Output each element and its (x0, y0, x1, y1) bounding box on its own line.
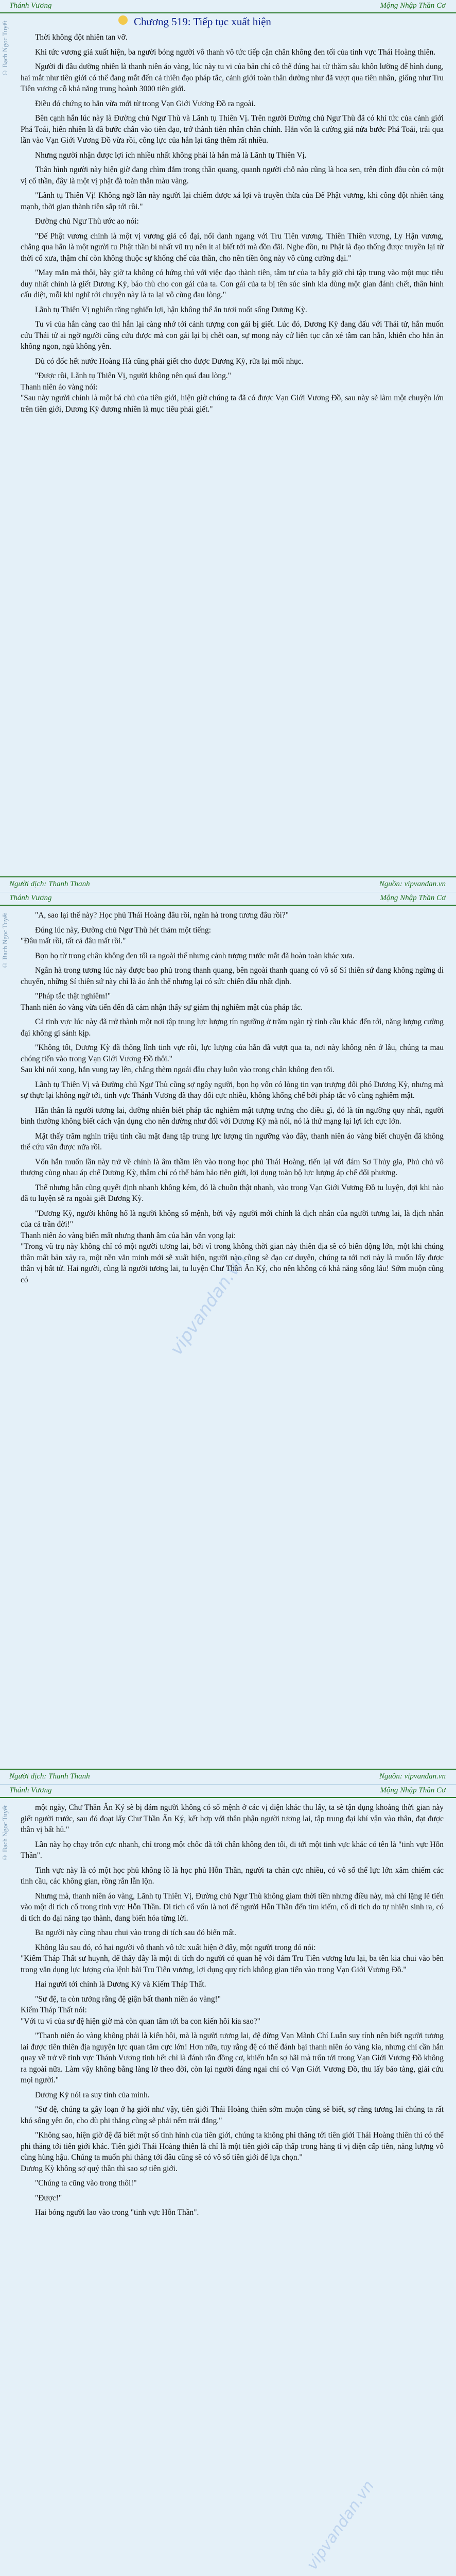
paragraph: Tinh vực này là có một học phủ không lồ là học phủ Hỗn Thần, người ta chăn cực nhiều, có vô số thể lực lớn xâm chiếm các tinh cầu, các không gian, rồng rắn lẫn lộn. (21, 1866, 444, 1886)
paragraph: Khi tức vương giả xuất hiện, ba người bóng người vô thanh vô tức tiếp cận chân không đen tối của tinh vực Thái Hoàng thiên. (35, 47, 436, 57)
paragraph: một ngày, Chư Thần Ấn Ký sẽ bị đám người không có số mệnh ở các vị diện khác thu lấy, ta sẽ tận dụng khoảng thời gian này giết người trước, sau đó đoạt lấy Chư Thần Ấn Ký, kết hợp với thân phận người tương lai, tập trung đại khí vận vào thân, đạt được thần vị bất hủ." (21, 1803, 444, 1834)
footer-translator: Người dịch: Thanh Thanh (9, 1772, 90, 1781)
paragraph: "Chúng ta cũng vào trong thôi!" (35, 2179, 137, 2188)
paragraph: Đúng lúc này, Đường chủ Ngư Thù hét thảm một tiếng: "Đâu mất rồi, tất cả đâu mất rồi." (21, 925, 211, 945)
footer-source: Nguồn: vipvandan.vn (379, 1772, 446, 1781)
paragraph: Mặt thấy trăm nghìn triệu tinh cầu mặt đang tập trung lực lượng tín ngưỡng vào đây, thanh niên áo vàng biết chuyện đã không thể cứu vãn được nữa rồi. (21, 1131, 444, 1151)
watermark: vipvandan.vn (303, 2477, 378, 2573)
side-copyright: © Bạch Ngọc Tuyết (1, 21, 9, 77)
paragraph: "Pháp tắc thật nghiêm!" Thanh niên áo vàng vừa tiến đến đã cảm nhận thấy sự giảm thị nghiêm mật của pháp tắc. (21, 992, 303, 1012)
page-2 (0, 892, 456, 1785)
page-body (21, 32, 444, 418)
header-author: Mộng Nhập Thần Cơ (380, 1786, 446, 1794)
side-copyright: © Bạch Ngọc Tuyết (1, 913, 9, 970)
paragraph: Điều đó chứng to hắn vừa mới từ trong Vạn Giới Vương Đồ ra ngoài. (35, 99, 256, 108)
paragraph: Bên cạnh hắn lúc này là Đường chủ Ngư Thù và Lãnh tụ Thiên Vị. Trên người Đường chủ Ngư Thù đã có khí tức của cảnh giới Phá Toái, hiển nhiên là đã bước chân vào tiên đạo, trở thành tiên nhân chân chính. Hắn vốn là cường giả nửa bước Phá Toái, trải qua lần vào Vạn Giới Vương Đồ vừa rồi, công lực của hắn lại tăng thêm rất nhiều. (21, 114, 444, 145)
footer-translator: Người dịch: Thanh Thanh (9, 880, 90, 888)
header-book-title: Thánh Vương (9, 2, 52, 10)
header-author: Mộng Nhập Thần Cơ (380, 2, 446, 10)
paragraph: "Được!" (35, 2193, 62, 2202)
paragraph: "Lãnh tụ Thiên Vị! Không ngờ lần này người lại chiếm được xá lợi và truyền thừa của Đế Phật vương, khi công đột nhiên tăng mạnh, thời gian thành tiên sắp tới rồi." (21, 191, 444, 211)
page-header (0, 892, 456, 906)
paragraph: Thời không đột nhiên tan vỡ. (35, 33, 128, 42)
paragraph: Dù có đốc hết nước Hoàng Hà cũng phải giết cho được Dương Kỳ, rửa lại mối nhục. (35, 357, 304, 366)
paragraph: Ba người này cùng nhau chui vào trong di tích sau đó biến mất. (35, 1928, 236, 1937)
paragraph: Đường chủ Ngư Thù ước ao nói: (35, 217, 139, 226)
paragraph: Ngân hà trong tương lúc này được bao phủ trong thanh quang, bên ngoài thanh quang có vô số Sí thiên sứ đang không ngừng di chuyển, những Sí thiên sứ này chỉ là ảo ảnh thế nhưng lại có sức chiến đấu nhất định. (21, 966, 444, 986)
paragraph: Không lâu sau đó, có hai người vô thanh vô tức xuất hiện ở đây, một người trong đó nói: "Kiếm Tháp Thất sư huynh, để thấy đây là một di tích do người có quan hệ với đám Tru Tiên vương lưu lại, ba tên kia chui vào bên trong văn dụng lực lượng của lệnh bài Tru Tiên vương, lợi dụng quy tích không gian tiến vào trong Vạn Giới Vương Đồ." (21, 1943, 444, 1974)
paragraph: Hai bóng người lao vào trong "tinh vực Hỗn Thần". (35, 2208, 199, 2217)
page-footer (0, 876, 456, 892)
paragraph: Vốn hắn muốn lần này trở về chính là âm thầm lên vào trong học phủ Thái Hoàng, tiến lại với đám Sơ Thủy gia, Phủ chủ vô thượng cùng nhau áp chế Dương Kỳ, thậm chí có thể bám bảo tiên giới, lợi dụng toàn bộ lực lượng áp chế đối phương. (21, 1157, 444, 1177)
watermark: vipvandan.vn (166, 1250, 251, 1359)
chapter-ornament-icon (118, 15, 128, 25)
paragraph: Thế nhưng hắn cũng quyết định nhanh không kém, đó là chuồn thật nhanh, vào trong Vạn Giới Vương Đồ tu luyện, đợi khi nào đã tu luyện sẽ ra ngoài giết Dương Kỳ. (21, 1183, 444, 1203)
paragraph: Bọn họ từ trong chân không đen tối ra ngoài thế nhưng cảnh tượng trước mắt đã hoàn toàn khác xưa. (35, 951, 355, 960)
paragraph: "Dương Kỳ, người không hổ là người không số mệnh, bởi vậy người mới chính là địch nhân của người tương lai, là địch nhân của cả trần đời!" Thanh niên áo vàng biến mất nhưng thanh âm của hắn vẫn vọng lại: "Trong vũ trụ này không chỉ có một người tương lai, bởi vì trong không thời gian này thiên địa sẽ có biến động lớn, một khi chúng thần mất bản xảy ra, một nền văn minh mới sẽ xuất hiện, người nào cũng sẽ đạo cơ duyên, chúng ta tới nơi này là muốn lấy được thần vị bất tử. Hai người, cũng là người tương lai, tu luyện Chư Thần Ấn Ký, cho nên không có khả năng sống lâu! Sớm muộn cũng có (21, 1209, 444, 1284)
paragraph: Người đi đầu dường nhiên là thanh niên áo vàng, lúc này tu vi của bản chí cô thể đúng hai từ thăm sâu khôn lường để hình dung, hai mắt như tiên giới có thể đang mắt đến cả thiên đạo pháp tắc, cảnh giới toàn thân dường như đã vượt qua tiên nhân, giống như Tru Tiên vương cỗ khả năng trung hoành 3000 tiên giới. (21, 62, 444, 93)
paragraph: "May mắn mà thôi, bây giờ ta không có hứng thú với việc đạo thành tiên, tâm tư của ta bây giờ chỉ tập trung vào một mục tiêu duy nhất chính là giết Dương Kỳ, báo thù cho con gái của ta. Con gái của ta bị tên súc sinh kia dùng một gian đánh chết, thân hình cấu diệt, mỗi khi nghĩ tới chuyện này là ta lại vô cùng đau lòng." (21, 268, 444, 299)
page-body (21, 1802, 444, 2222)
paragraph: "Không tốt, Dương Kỳ đã thống lĩnh tinh vực rồi, lực lượng của hắn đã vượt qua ta, nơi này không nên ở lâu, chúng ta mau chóng tiến vào trong Vạn Giới Vương Đồ thôi." Sau khi nói xong, hắn vung tay lên, chẳng thèm ngoái đầu chạy luôn vào trong chân không đen tối. (21, 1043, 444, 1074)
paragraph: Cả tinh vực lúc này đã trở thành một nơi tập trung lực lượng tín ngưỡng ở trăm ngàn tỷ tinh cầu khác đến tới, năng lượng cường đại không gì sánh kịp. (21, 1018, 444, 1038)
header-book-title: Thánh Vương (9, 894, 52, 902)
header-author: Mộng Nhập Thần Cơ (380, 894, 446, 902)
page-3 (0, 1785, 456, 2576)
paragraph: "A, sao lại thế này? Học phủ Thái Hoàng đâu rồi, ngàn hà trong tương đâu rồi?" (35, 911, 289, 920)
paragraph: "Được rồi, Lãnh tụ Thiên Vị, người không nên quá đau lòng." Thanh niên áo vàng nói: "Sau này người chính là một bá chủ của tiên giới, hiện giờ chúng ta đã có được Vạn Giới Vương Đồ, sau này sẽ làm một chuyện lớn trên tiên giới, Dương Kỳ đương nhiên là mục tiêu phải giết." (21, 371, 444, 414)
paragraph: "Sư đệ, ta còn tưởng rằng đệ giận bất thanh niên áo vàng!" Kiếm Tháp Thất nói: "Với tu vi của sư đệ hiện giờ mà còn quan tâm tới ba con kiến hôi kia sao?" (21, 1994, 260, 2026)
paragraph: Hai người tới chính là Dương Kỳ và Kiếm Tháp Thất. (35, 1980, 206, 1989)
paragraph: "Đế Phật vương chính là một vị vương giả cổ đại, nổi danh ngang với Tru Tiên vương. Thiên Thiên vương, Ly Hận vương, chẳng qua hắn là một người tu Phật thần bí nhất vũ trụ nên ít ai biết tới mà đồn đãi. Nghe đồn, tu Phật là đạo thống được truyền lại từ thời cổ xưa, thậm chí còn không thuộc sự khống chế của thần, cho nên tiền ông này vô cùng cường đại." (21, 231, 444, 263)
paragraph: Lần này họ chạy trốn cực nhanh, chỉ trong một chốc đã tới chân không đen tối, đi tới một tinh vực khác có tên là "tinh vực Hỗn Thần". (21, 1840, 444, 1860)
paragraph: Tu vi của hắn càng cao thì hắn lại càng nhớ tới cảnh tượng con gái bị giết. Lúc đó, Dương Kỳ đang đấu với Thái tử, hắn muốn cứu Thái tử ai ngờ người cũng cứu được mà con gái lại bị chết oan, sự mong này cứ liên tục cắn xé tâm can hắn, khiến cho hắn ăn không ngon, ngủ không yên. (21, 320, 444, 351)
chapter-title: Chương 519: Tiếp tục xuất hiện (134, 15, 271, 28)
paragraph: Dương Kỳ nói ra suy tính của mình. (35, 2090, 150, 2099)
header-book-title: Thánh Vương (9, 1786, 52, 1794)
paragraph: Nhưng người nhận được lợi ích nhiều nhất không phải là hắn mà là Lãnh tụ Thiên Vị. (35, 150, 307, 160)
page-header (0, 1785, 456, 1798)
page-header (0, 0, 456, 13)
page-1 (0, 0, 456, 892)
paragraph: Thân hình người này hiện giờ đang chìm đắm trong thần quang, quanh người chỗ nào cũng là hoa sen, trên đỉnh đầu còn có một vị cổ thần, đây là một vị phật đà toàn thân màu vàng. (21, 165, 444, 185)
paragraph: "Không sao, hiện giờ đệ đã biết một số tình hình của tiên giới, chúng ta không phi thăng tới tiên giới Thái Hoàng thiên thì có thể phi thăng tới tiên giới khác. Tiên giới Thái Hoàng thiên là chỉ là một tiên giới cấp thấp trong hàng tỉ vị diện cấp tiên, năng lượng vô cùng hùng hậu. Chúng ta muốn phi thăng tới đâu cũng sẽ có vô số tiên giới để lựa chọn." Dương Kỳ không sợ quý thần thì sao sợ tiên giới. (21, 2131, 444, 2173)
side-copyright: © Bạch Ngọc Tuyết (1, 1805, 9, 1862)
paragraph: Lãnh tụ Thiên Vị và Đường chủ Ngư Thù cũng sợ ngây người, bọn họ vốn có lòng tin vạn trượng đối phó Dương Kỳ, nhưng mà sự thực lại không ngờ tới, tinh vực Thánh Vương đã thay đổi cực nhiều, không khống chế bởi pháp tắc vô cùng nghiêm mật. (21, 1080, 444, 1100)
page-footer (0, 1769, 456, 1784)
paragraph: Lãnh tụ Thiên Vị nghiến răng nghiến lợi, hận không thể ăn tươi nuốt sống Dương Kỳ. (35, 305, 307, 314)
paragraph: "Thanh niên áo vàng không phải là kiến hôi, mà là người tương lai, đệ đừng Vạn Mãnh Chí Luân suy tính nên biết người tương lai được tiên thiên địa nguyện lực quan tâm cực lớn! Hơn nữa, tuy rằng đệ có thể đánh bại thanh niên áo vàng kia, nhưng chỉ cần hắn quay về trở về tinh vực Thánh Vương tinh hết chì là đánh rằn đồng cơ, khiến hắn sợ hãi mà trốn tới trong Vạn Giới Vương Đồ không ra ngoài nữa. Làm vậy không bằng làng lờ theo đời, còn lại người đáng ngai chỉ có Vạn Giới Vương Đồ, thu lấy bảo tàng, giải cứu mọi người." (21, 2031, 444, 2084)
footer-source: Nguồn: vipvandan.vn (379, 880, 446, 888)
paragraph: Hắn thân là người tương lai, dường nhiên biết pháp tắc nghiêm mật tượng trưng cho điều gì, đó là tín ngưỡng quy nhất, người bình thường không biết cách vận dụng cho nên dường như đối với Dương Kỳ mà nói, nó là thứ mạng lại lợi ích cực lớn. (21, 1106, 444, 1126)
page-body (21, 910, 444, 1289)
paragraph: "Sư đệ, chúng ta gây loạn ở hạ giới như vậy, tiên giới Thái Hoàng thiên sớm muộn cũng sẽ biết, sợ rằng tương lai chúng ta rất khó sống yên ổn, cho dù phi thăng cũng sẽ phải nếm trái đắng." (21, 2105, 444, 2125)
paragraph: Nhưng mà, thanh niên áo vàng, Lãnh tụ Thiên Vị, Đường chủ Ngư Thù không giam thời tiền nhưng điều này, mà chỉ lặng lẽ tiến vào một di tích cổ trong tinh vực Hỗn Thần. Di tích cổ vốn là nơi để người Hỗn Thần đến tìm kiếm, cổ di tích do tự nhiên sinh ra, có di tích do đại năng tạo thành, đang biến hóa từng lời. (21, 1891, 444, 1923)
